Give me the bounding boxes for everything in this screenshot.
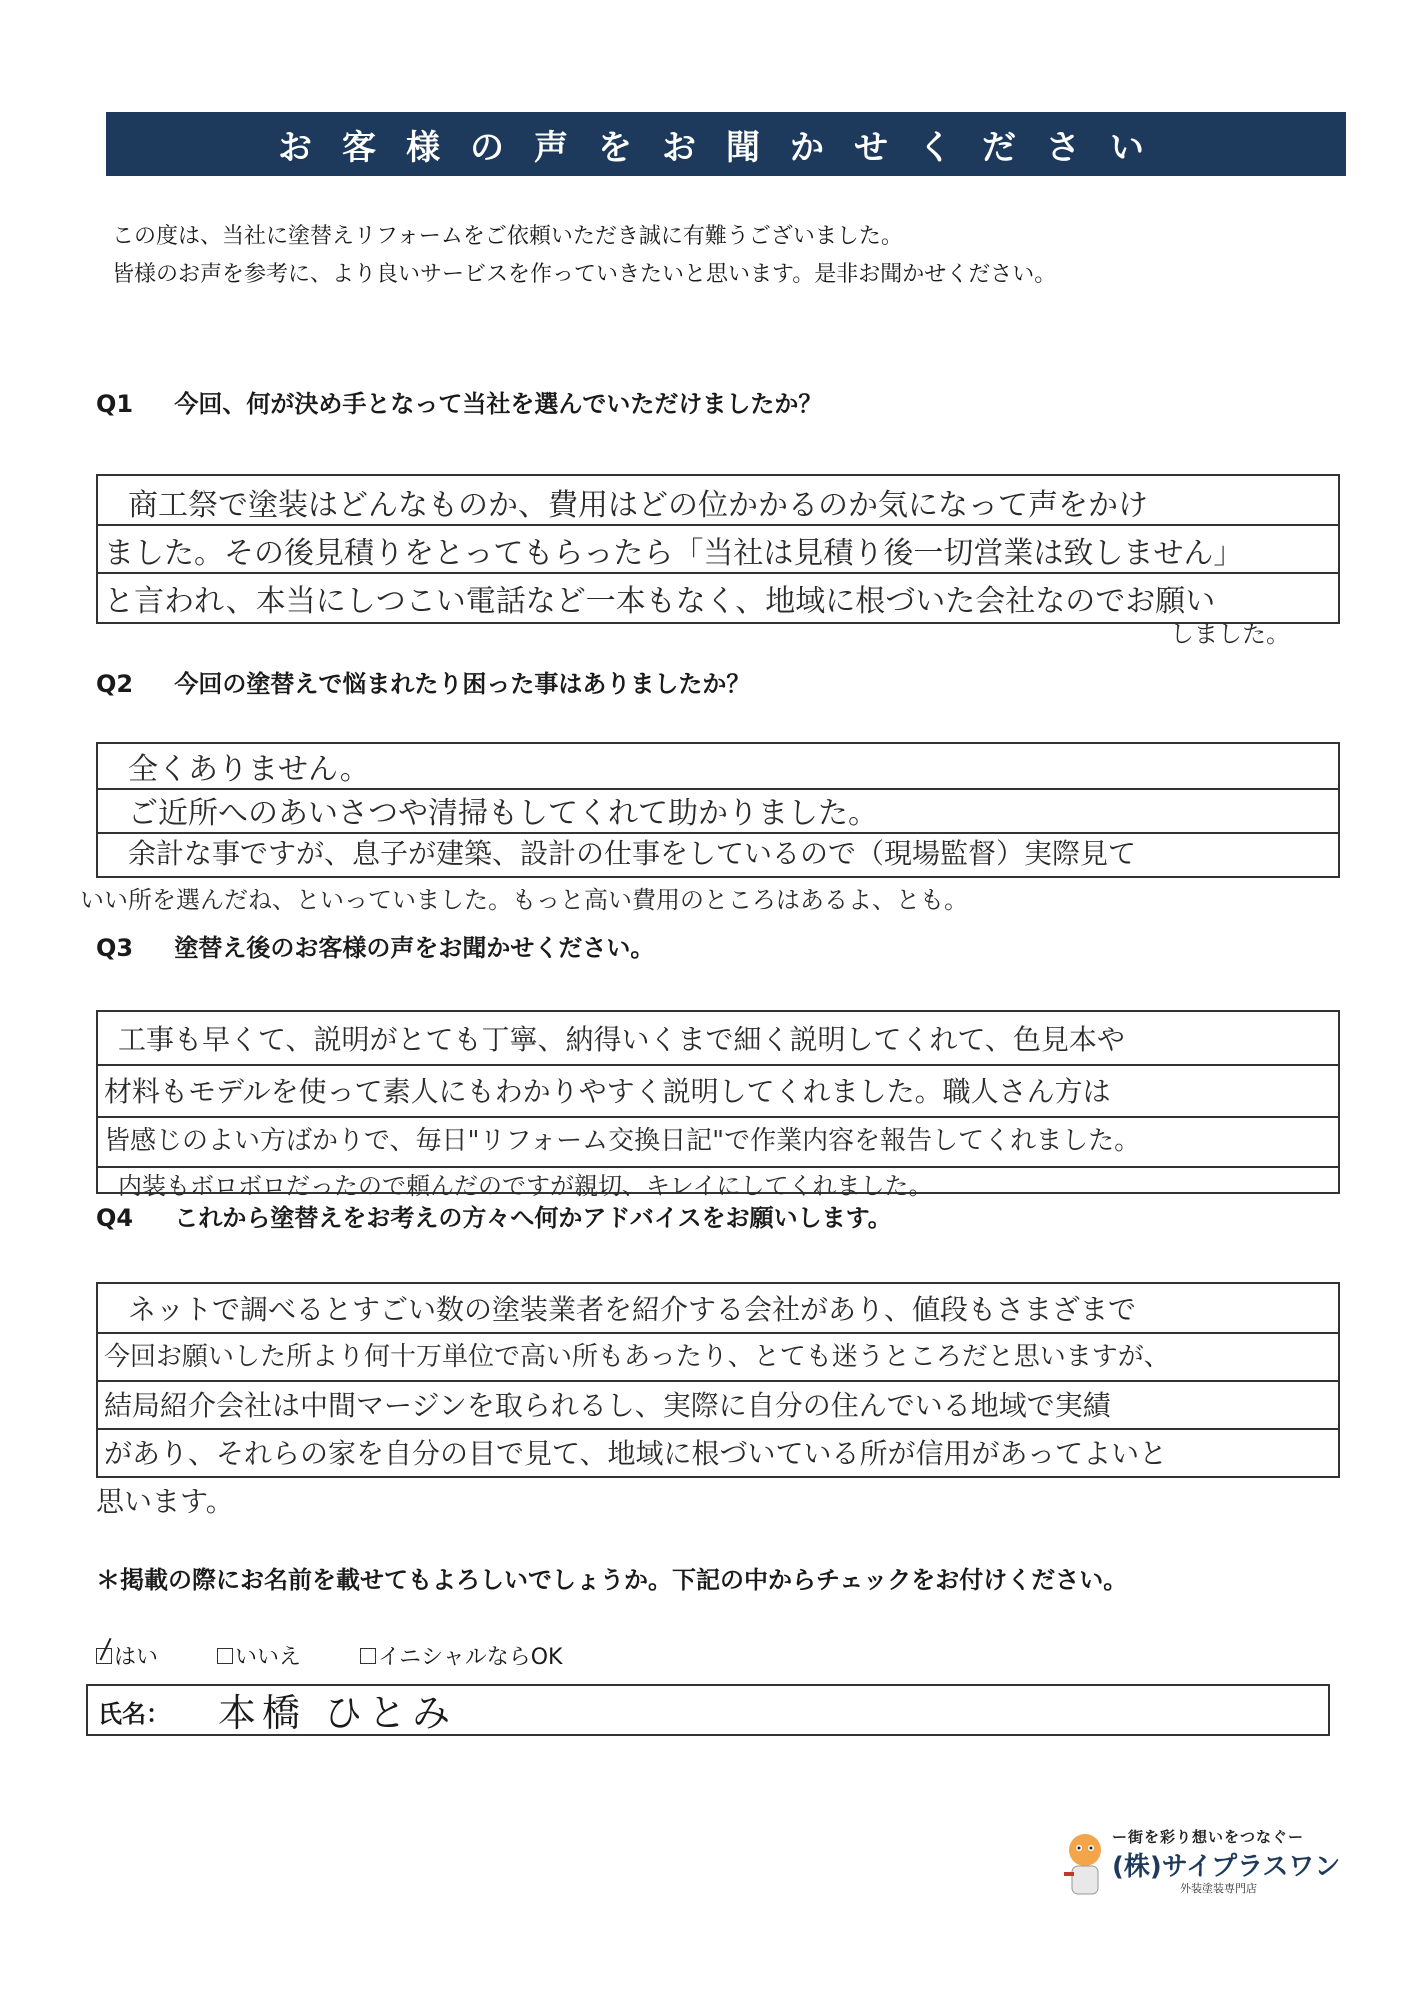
question-number: Q2 — [96, 670, 134, 698]
logo-slogan: ー街を彩り想いをつなぐー — [1112, 1828, 1305, 1846]
name-value: 本橋 ひとみ — [218, 1691, 457, 1735]
company-logo — [1060, 1824, 1341, 1904]
answer-line: 商工祭で塗装はどんなものか、費用はどの位かかるのか気になって声をかけ — [128, 488, 1148, 523]
answer-line: ネットで調べるとすごい数の塗装業者を紹介する会社があり、値段もさまざまで — [128, 1293, 1137, 1326]
answer-line: があり、それらの家を自分の目で見て、地域に根づいている所が信用があってよいと — [104, 1437, 1168, 1470]
question-text: 塗替え後のお客様の声をお聞かせください。 — [174, 934, 655, 962]
checkbox-checked-icon[interactable] — [96, 1648, 112, 1664]
checkbox-icon[interactable] — [217, 1648, 233, 1664]
option-label: イニシャルならOK — [378, 1645, 563, 1670]
checkbox-icon[interactable] — [360, 1648, 376, 1664]
consent-note: ＊掲載の際にお名前を載せてもよろしいでしょうか。下記の中からチェックをお付けください。 — [96, 1566, 1128, 1594]
intro-text-1: この度は、当社に塗替えリフォームをご依頼いただき誠に有難うございました。 — [112, 224, 903, 249]
answer-box-2 — [96, 742, 1340, 878]
answer-line: 今回お願いした所より何十万単位で高い所もあったり、とても迷うところだと思いますが、 — [104, 1342, 1170, 1372]
answer-line: 思います。 — [96, 1485, 234, 1518]
answer-line: 材料もモデルを使って素人にもわかりやすく説明してくれました。職人さん方は — [104, 1075, 1111, 1108]
answer-line: 皆感じのよい方ばかりで、毎日"リフォーム交換日記"で作業内容を報告してくれました。 — [104, 1126, 1141, 1156]
answer-line: 結局紹介会社は中間マージンを取られるし、実際に自分の住んでいる地域で実績 — [104, 1389, 1111, 1422]
logo-subtitle: 外装塗装専門店 — [1180, 1882, 1257, 1895]
question-number: Q4 — [96, 1204, 134, 1232]
answer-line: ました。その後見積りをとってもらったら「当社は見積り後一切営業は致しません」 — [104, 536, 1244, 571]
option-no[interactable] — [217, 1640, 301, 1671]
answer-box-4 — [96, 1282, 1340, 1478]
option-yes[interactable] — [96, 1640, 158, 1671]
option-label: はい — [114, 1645, 159, 1670]
answer-line: 余計な事ですが、息子が建築、設計の仕事をしているので（現場監督）実際見て — [128, 837, 1137, 870]
mascot-icon — [1060, 1828, 1110, 1900]
question-4 — [96, 1198, 892, 1233]
option-label: いいえ — [235, 1645, 302, 1670]
answer-line: ご近所へのあいさつや清掃もしてくれて助かりました。 — [128, 796, 878, 831]
answer-line: と言われ、本当にしつこい電話など一本もなく、地域に根づいた会社なのでお願い — [104, 584, 1216, 619]
answer-box-1 — [96, 474, 1340, 624]
answer-line: 工事も早くて、説明がとても丁寧、納得いくまで細く説明してくれて、色見本や — [118, 1023, 1125, 1056]
answer-box-3 — [96, 1010, 1340, 1200]
intro-text-2: 皆様のお声を参考に、より良いサービスを作っていきたいと思います。是非お聞かせください。 — [112, 262, 1057, 287]
question-text: これから塗替えをお考えの方々へ何かアドバイスをお願いします。 — [174, 1204, 892, 1232]
name-label: 氏名： — [98, 1700, 170, 1728]
option-initials[interactable] — [360, 1640, 562, 1671]
page-title: お客様の声をお聞かせください — [106, 112, 1346, 176]
answer-line: しました。 — [1170, 620, 1290, 648]
question-text: 今回、何が決め手となって当社を選んでいただけましたか？ — [174, 390, 823, 418]
question-number: Q1 — [96, 390, 134, 418]
consent-options — [96, 1640, 614, 1671]
question-text: 今回の塗替えで悩まれたり困った事はありましたか？ — [174, 670, 751, 698]
question-2 — [96, 664, 750, 699]
name-field — [86, 1684, 1330, 1736]
answer-line: 全くありません。 — [128, 752, 370, 787]
answer-line: いい所を選んだね、といっていました。もっと高い費用のところはあるよ、とも。 — [80, 886, 968, 914]
question-3 — [96, 928, 654, 963]
answer-line: 内装もボロボロだったので頼んだのですが親切、キレイにしてくれました。 — [118, 1172, 933, 1200]
logo-name: (株)サイプラスワン — [1112, 1852, 1341, 1882]
question-1 — [96, 384, 822, 419]
question-number: Q3 — [96, 934, 134, 962]
